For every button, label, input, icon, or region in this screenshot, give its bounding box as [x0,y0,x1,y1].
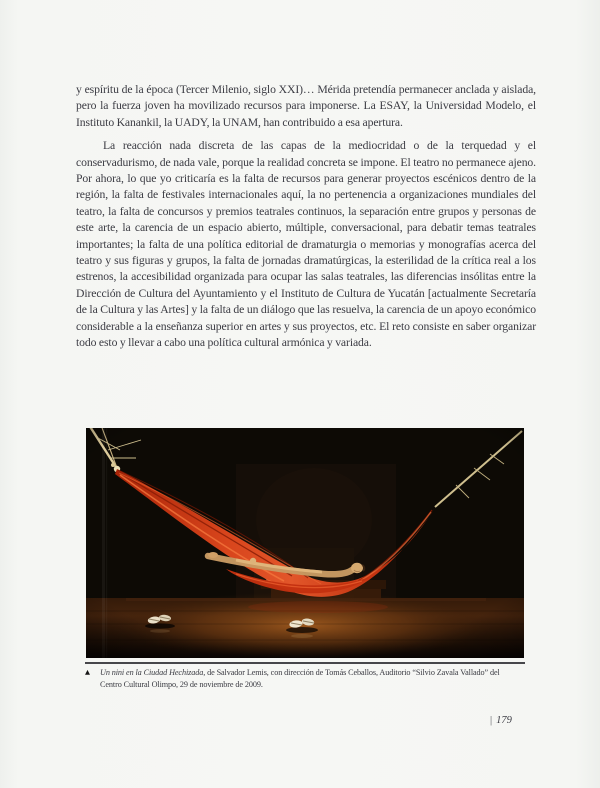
paragraph-1: y espíritu de la época (Tercer Milenio, siglo XXI)… Mérida pretendía permanecer anclada y aislada, pero la fuerza joven ha movilizado recursos para imponerse. La ESAY, la Universidad Modelo, el Instituto Kanankil, la UADY, la UNAM, han contribuido a esa apertura. [76,83,536,129]
paragraph-2: La reacción nada discreta de las capas de la mediocridad o de la terquedad y el conservadurismo, de nada vale, porque la realidad concreta se impone. El teatro no permanece ajeno. Por ahora, lo que yo criticaría es la falta de recursos para generar proyectos escénicos dentro de la región, la falta de festivales internacionales aquí, la no pertenencia a organizaciones mundiales del teatro, la falta de concursos y premios teatrales continuos, la separación entre grupos y personas de este arte, la carencia de un espacio abierto, múltiple, conversacional, para debatir temas teatrales importantes; la falta de una política editorial de dramaturgia o memorias y monografías acerca del teatro y sus figuras y grupos, la falta de jornadas dramatúrgicas, la esterilidad de la crítica real a los estrenos, la accesibilidad organizada para ocupar las salas teatrales, las diferencias insólitas entre la Dirección de Cultura del Ayuntamiento y el Instituto de Cultura de Yucatán [actualmente Secretaría de la Cultura y las Artes] y la falta de un diálogo que las resuelva, la carencia de un apoyo económico considerable a la enseñanza superior en artes y sus proyectos, etc. El reto consiste en saber organizar todo esto y llevar a cabo una política cultural armónica y variada. [76,139,536,350]
caption-rule [85,662,525,664]
page-number-separator: | [490,715,493,726]
caption-rest: , de Salvador Lemis, con dirección de Tomás Ceballos, Auditorio “Silvio Zavala Vallado” del Centro Cultural Olimpo, 29 de noviembre de 2009. [100,668,500,689]
photo-vignette [86,428,524,658]
stage-photo [86,428,524,658]
stage-photo-illustration [86,428,524,658]
page-number [490,715,512,726]
photo-caption [85,667,523,691]
caption-text [100,667,523,691]
caption-title: Un nini en la Ciudad Hechizada [100,668,204,677]
body-text-column [76,82,536,352]
page-number-value: 179 [496,715,512,726]
triangle-marker-icon: ▲ [85,668,90,676]
